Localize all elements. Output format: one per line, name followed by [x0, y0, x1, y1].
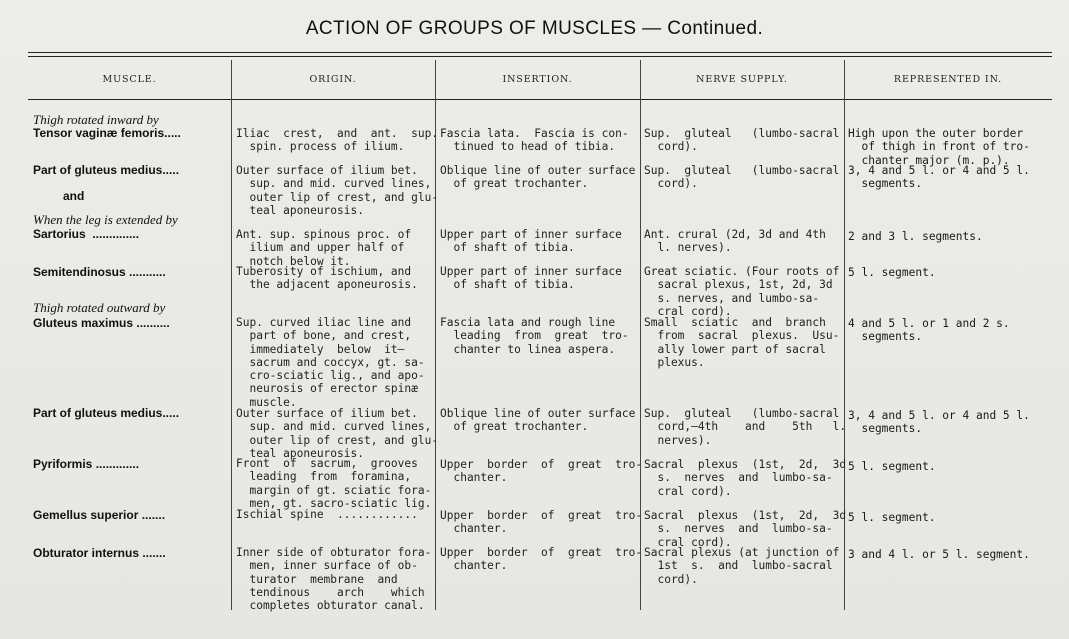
- muscle-name: Semitendinosus ...........: [33, 265, 166, 279]
- title-rule-top: [28, 52, 1052, 53]
- muscle-name: Gluteus maximus ..........: [33, 316, 170, 330]
- represented-in-cell: 3, 4 and 5 l. or 4 and 5 l. segments.: [848, 164, 1030, 191]
- represented-in-cell: 3 and 4 l. or 5 l. segment.: [848, 548, 1030, 561]
- nerve-supply-cell: Sacral plexus (1st, 2d, 3d s. nerves and lumbo-sa- cral cord).: [644, 458, 847, 498]
- insertion-cell: Upper part of inner surface of shaft of tibia.: [440, 228, 622, 255]
- subheading-and: and: [63, 189, 85, 203]
- subheading-rotated-outward: Thigh rotated outward by: [33, 300, 166, 315]
- nerve-supply-cell: Sup. gluteal (lumbo-sacral cord).: [644, 127, 840, 154]
- represented-in-cell: 5 l. segment.: [848, 460, 936, 473]
- nerve-supply-cell: Great sciatic. (Four roots of sacral plexus, 1st, 2d, 3d s. nerves, and lumbo-sa- cral cord).: [644, 265, 840, 318]
- muscle-name: Part of gluteus medius.....: [33, 406, 180, 420]
- origin-cell: Outer surface of ilium bet. sup. and mid. curved lines, outer lip of crest, and glu- teal aponeurosis.: [236, 164, 439, 217]
- represented-in-cell: 4 and 5 l. or 1 and 2 s. segments.: [848, 317, 1010, 344]
- represented-in-cell: 3, 4 and 5 l. or 4 and 5 l. segments.: [848, 409, 1030, 436]
- origin-cell: Sup. curved iliac line and part of bone, and crest, immediately below it— sacrum and coccyx, gt. sa- cro-sciatic lig., and apo- neurosis of erector spinæ muscle.: [236, 316, 425, 409]
- nerve-supply-cell: Sup. gluteal (lumbo-sacral cord).: [644, 164, 840, 191]
- represented-in-cell: 5 l. segment.: [848, 511, 936, 524]
- insertion-cell: Upper part of inner surface of shaft of tibia.: [440, 265, 622, 292]
- origin-cell: Tuberosity of ischium, and the adjacent aponeurosis.: [236, 265, 418, 292]
- muscle-name: Obturator internus .......: [33, 546, 166, 560]
- muscle-name: Pyriformis .............: [33, 457, 140, 471]
- header-insertion: INSERTION.: [502, 74, 573, 85]
- muscle-name: Sartorius ..............: [33, 227, 140, 241]
- nerve-supply-cell: Sup. gluteal (lumbo-sacral cord,—4th and 5th l. nerves).: [644, 407, 847, 447]
- origin-cell: Ischial spine ............: [236, 508, 418, 521]
- represented-in-cell: High upon the outer border of thigh in front of tro- chanter major (m. p.).: [848, 127, 1030, 167]
- nerve-supply-cell: Sacral plexus (at junction of 1st s. and lumbo-sacral cord).: [644, 546, 840, 586]
- insertion-cell: Upper border of great tro- chanter.: [440, 509, 643, 536]
- header-nerve-supply: NERVE SUPPLY.: [696, 74, 788, 85]
- header-muscle: MUSCLE.: [102, 74, 157, 85]
- muscle-name: Tensor vaginæ femoris.....: [33, 126, 181, 140]
- insertion-cell: Oblique line of outer surface of great trochanter.: [440, 164, 636, 191]
- subheading-leg-extended: When the leg is extended by: [33, 212, 178, 227]
- origin-cell: Iliac crest, and ant. sup. spin. process of ilium.: [236, 127, 439, 154]
- origin-cell: Outer surface of ilium bet. sup. and mid. curved lines, outer lip of crest, and glu- teal aponeurosis.: [236, 407, 439, 460]
- insertion-cell: Fascia lata. Fascia is con- tinued to head of tibia.: [440, 127, 629, 154]
- represented-in-cell: 5 l. segment.: [848, 266, 936, 279]
- title-rule-bottom: [28, 56, 1052, 57]
- origin-cell: Ant. sup. spinous proc. of ilium and upper half of notch below it.: [236, 228, 412, 268]
- nerve-supply-cell: Sacral plexus (1st, 2d, 3d s. nerves and lumbo-sa- cral cord).: [644, 509, 847, 549]
- subheading-rotated-inward: Thigh rotated inward by: [33, 112, 159, 127]
- muscle-name: Gemellus superior .......: [33, 508, 166, 522]
- insertion-cell: Oblique line of outer surface of great trochanter.: [440, 407, 636, 434]
- origin-cell: Front of sacrum, grooves leading from foramina, margin of gt. sciatic fora- men, gt. sacro-sciatic lig.: [236, 457, 432, 510]
- muscle-name: Part of gluteus medius.....: [33, 163, 180, 177]
- represented-in-cell: 2 and 3 l. segments.: [848, 230, 983, 243]
- insertion-cell: Fascia lata and rough line leading from great tro- chanter to linea aspera.: [440, 316, 629, 356]
- insertion-cell: Upper border of great tro- chanter.: [440, 546, 643, 573]
- nerve-supply-cell: Small sciatic and branch from sacral plexus. Usu- ally lower part of sacral plexus.: [644, 316, 840, 369]
- origin-cell: Inner side of obturator fora- men, inner surface of ob- turator membrane and tendinous arch which completes obturator canal.: [236, 546, 432, 613]
- header-represented-in: REPRESENTED IN.: [893, 74, 1003, 85]
- insertion-cell: Upper border of great tro- chanter.: [440, 458, 643, 485]
- header-rule: [28, 99, 1052, 100]
- page-title: ACTION OF GROUPS OF MUSCLES — Continued.: [305, 18, 764, 39]
- nerve-supply-cell: Ant. crural (2d, 3d and 4th l. nerves).: [644, 228, 826, 255]
- header-origin: ORIGIN.: [309, 74, 357, 85]
- column-divider: [231, 60, 232, 610]
